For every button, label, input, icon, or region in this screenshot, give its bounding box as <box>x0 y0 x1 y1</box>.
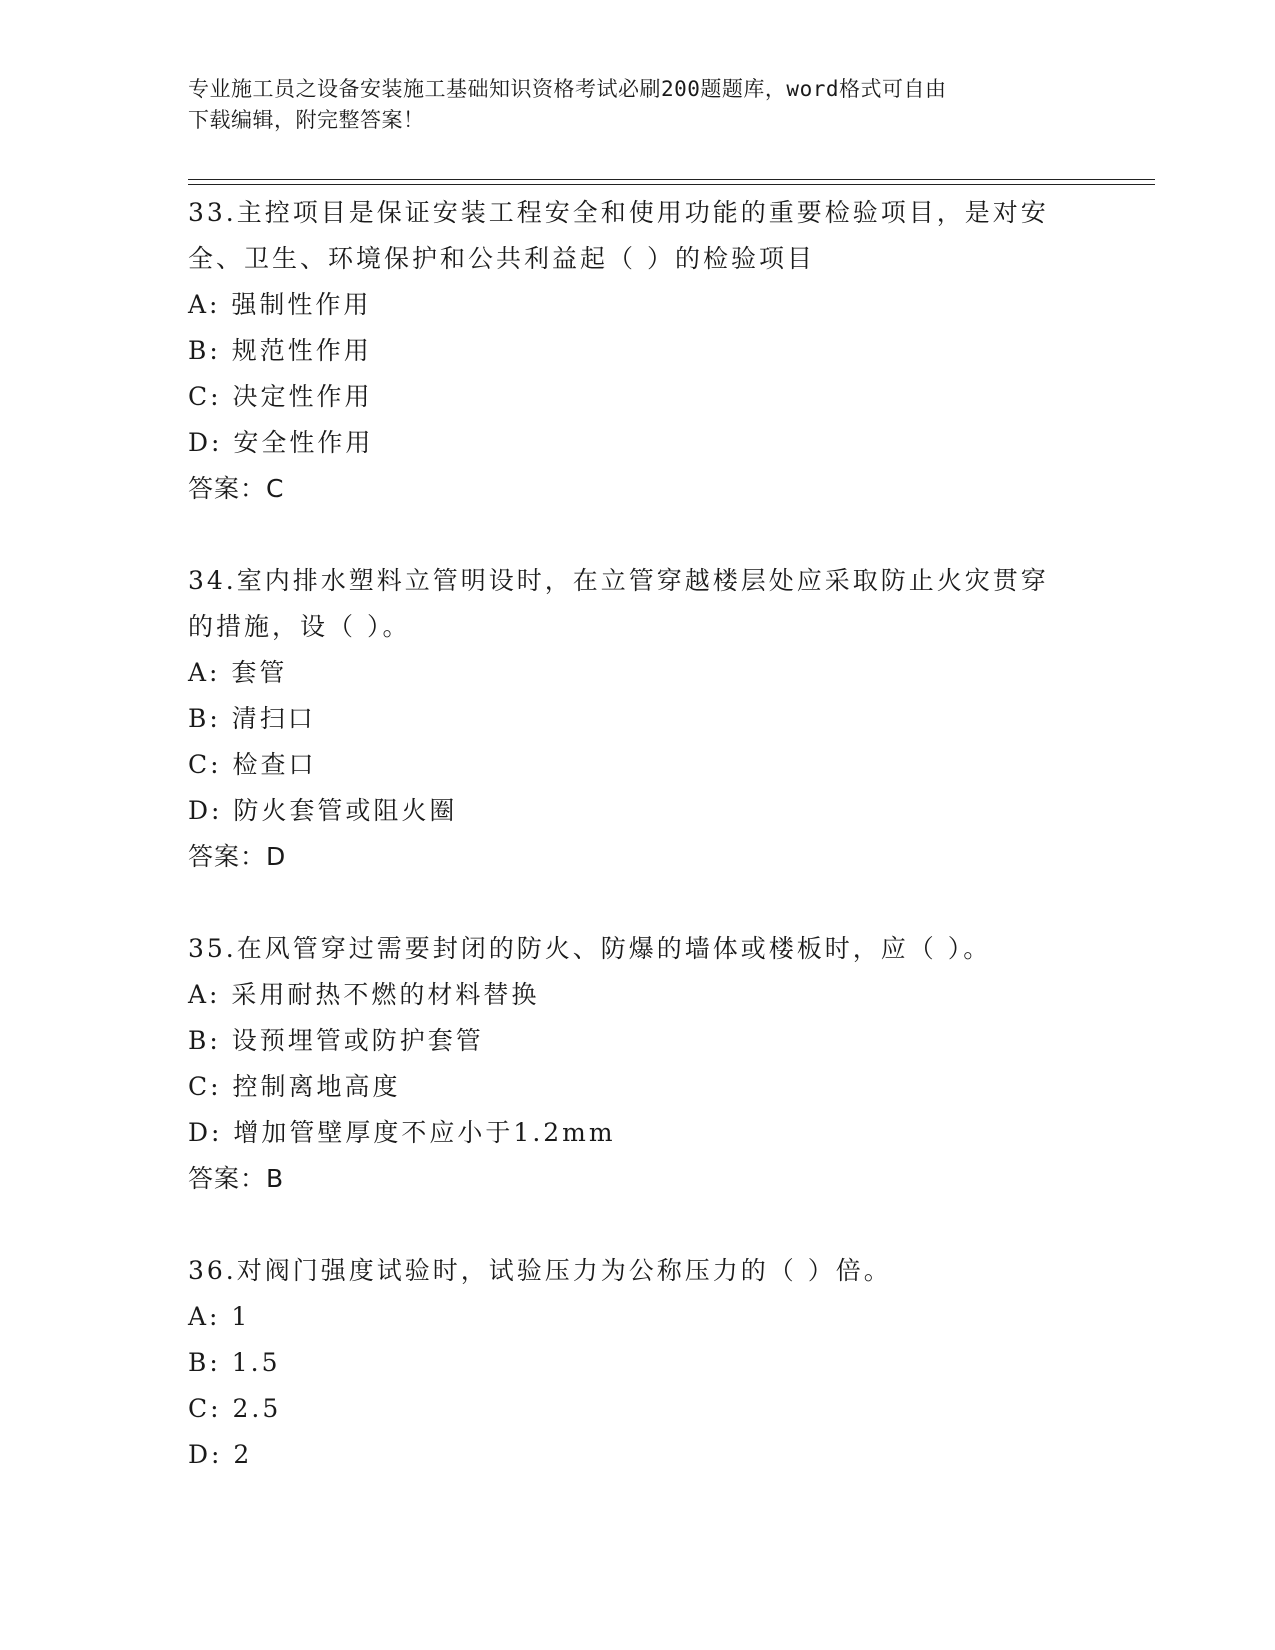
question-36 <box>188 1248 1088 1478</box>
question-list <box>188 190 1088 1478</box>
header-line-2: 下载编辑，附完整答案！ <box>188 108 425 132</box>
question-34 <box>188 558 1088 880</box>
document-header <box>188 74 1088 136</box>
option-b: B: 清扫口 <box>188 704 316 733</box>
option-b: B: 1.5 <box>188 1348 281 1377</box>
question-text: 35.在风管穿过需要封闭的防火、防爆的墙体或楼板时，应（ ）。 <box>188 934 992 963</box>
option-c: C: 控制离地高度 <box>188 1072 401 1101</box>
answer: 答案：D <box>188 842 287 871</box>
question-text: 全、卫生、环境保护和公共利益起（ ）的检验项目 <box>188 244 815 273</box>
option-d: D: 防火套管或阻火圈 <box>188 796 458 825</box>
option-a: A: 套管 <box>188 658 288 687</box>
spacer <box>188 1202 1088 1248</box>
option-b: B: 规范性作用 <box>188 336 372 365</box>
option-d: D: 增加管壁厚度不应小于1.2mm <box>188 1118 616 1147</box>
option-a: A: 强制性作用 <box>188 290 372 319</box>
question-text: 36.对阀门强度试验时，试验压力为公称压力的（ ）倍。 <box>188 1256 892 1285</box>
question-text: 的措施，设（ ）。 <box>188 612 411 641</box>
question-33 <box>188 190 1088 512</box>
option-d: D: 安全性作用 <box>188 428 374 457</box>
option-c: C: 决定性作用 <box>188 382 373 411</box>
spacer <box>188 512 1088 558</box>
question-text: 34.室内排水塑料立管明设时，在立管穿越楼层处应采取防止火灾贯穿 <box>188 566 1049 595</box>
answer: 答案：C <box>188 474 285 503</box>
option-c: C: 检查口 <box>188 750 317 779</box>
question-text: 33.主控项目是保证安装工程安全和使用功能的重要检验项目，是对安 <box>188 198 1049 227</box>
option-d: D: 2 <box>188 1440 253 1469</box>
header-divider-top <box>188 179 1155 180</box>
option-c: C: 2.5 <box>188 1394 282 1423</box>
header-line-1: 专业施工员之设备安装施工基础知识资格考试必刷200题题库，word格式可自由 <box>188 77 947 101</box>
header-divider-bottom <box>188 184 1155 185</box>
answer: 答案：B <box>188 1164 285 1193</box>
option-a: A: 采用耐热不燃的材料替换 <box>188 980 540 1009</box>
spacer <box>188 880 1088 926</box>
option-a: A: 1 <box>188 1302 251 1331</box>
option-b: B: 设预埋管或防护套管 <box>188 1026 484 1055</box>
question-35 <box>188 926 1088 1202</box>
